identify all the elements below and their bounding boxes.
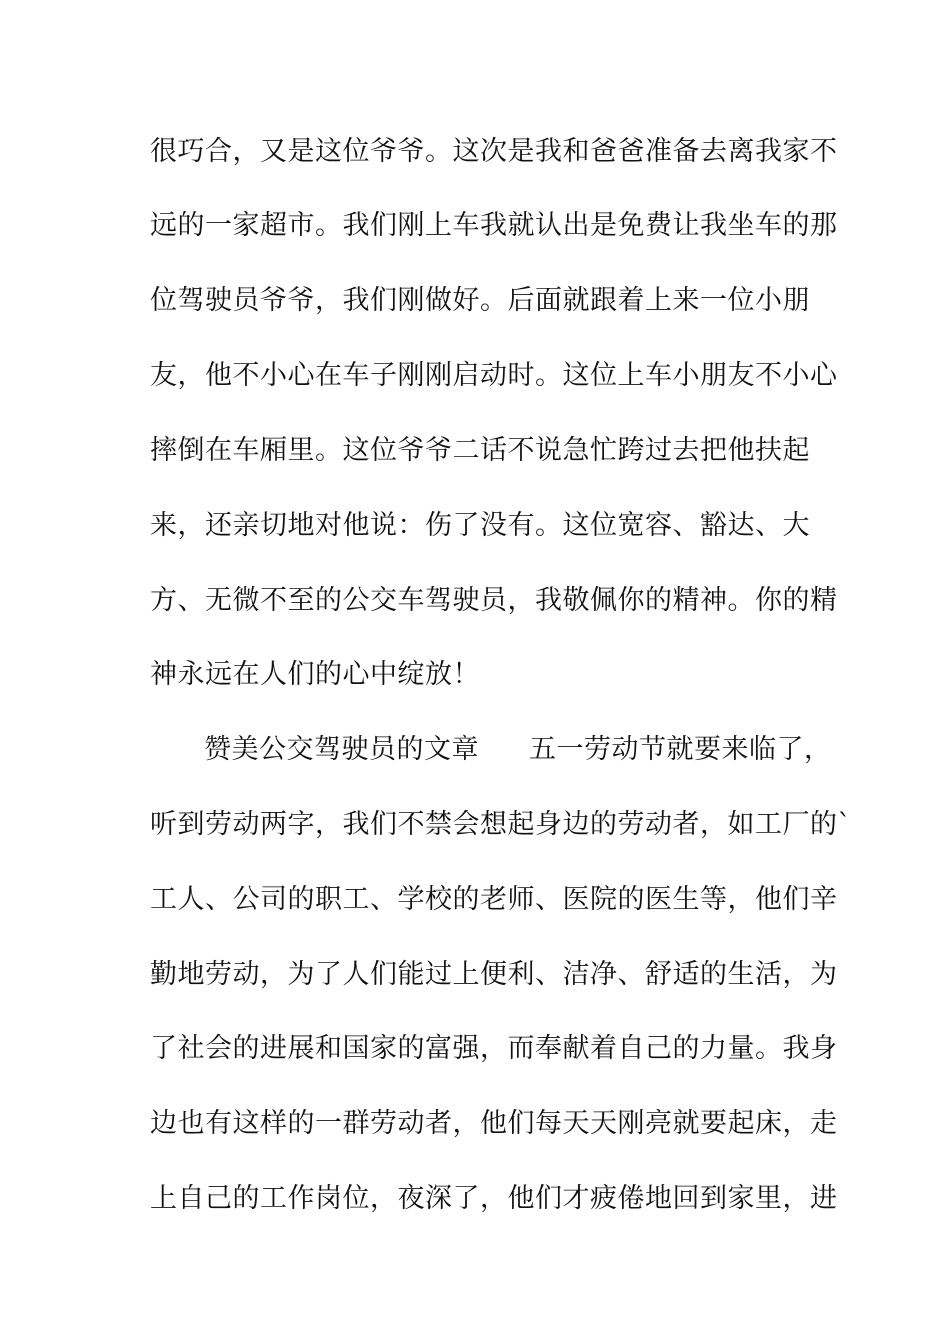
text-line: 友，他不小心在车子刚刚启动时。这位上车小朋友不小心 bbox=[150, 360, 838, 391]
heading-line bbox=[204, 730, 864, 770]
text-line: 听到劳动两字，我们不禁会想起身边的劳动者，如工厂的` bbox=[150, 809, 852, 840]
text-line: 方、无微不至的公交车驾驶员，我敬佩你的精神。你的精 bbox=[150, 585, 838, 616]
article-title: 赞美公交驾驶员的文章 bbox=[204, 734, 479, 765]
text-line: 工人、公司的职工、学校的老师、医院的医生等，他们辛 bbox=[150, 884, 838, 915]
text-line: 勤地劳动，为了人们能过上便利、洁净、舒适的生活，为 bbox=[150, 959, 838, 990]
text-line: 远的一家超市。我们刚上车我就认出是免费让我坐车的那 bbox=[150, 210, 838, 241]
text-line: 摔倒在车厢里。这位爷爷二话不说急忙跨过去把他扶起 bbox=[150, 435, 810, 466]
heading-text: 五一劳动节就要来临了， bbox=[529, 734, 832, 765]
text-line: 了社会的进展和国家的富强，而奉献着自己的力量。我身 bbox=[150, 1033, 838, 1064]
text-line: 很巧合，又是这位爷爷。这次是我和爸爸准备去离我家不 bbox=[150, 136, 838, 167]
text-line: 来，还亲切地对他说：伤了没有。这位宽容、豁达、大 bbox=[150, 510, 810, 541]
text-line: 边也有这样的一群劳动者，他们每天天刚亮就要起床，走 bbox=[150, 1108, 838, 1139]
text-line: 位驾驶员爷爷，我们刚做好。后面就跟着上来一位小朋 bbox=[150, 285, 810, 316]
text-line: 神永远在人们的心中绽放！ bbox=[150, 659, 480, 690]
text-line: 上自己的工作岗位，夜深了，他们才疲倦地回到家里，进 bbox=[150, 1183, 838, 1214]
